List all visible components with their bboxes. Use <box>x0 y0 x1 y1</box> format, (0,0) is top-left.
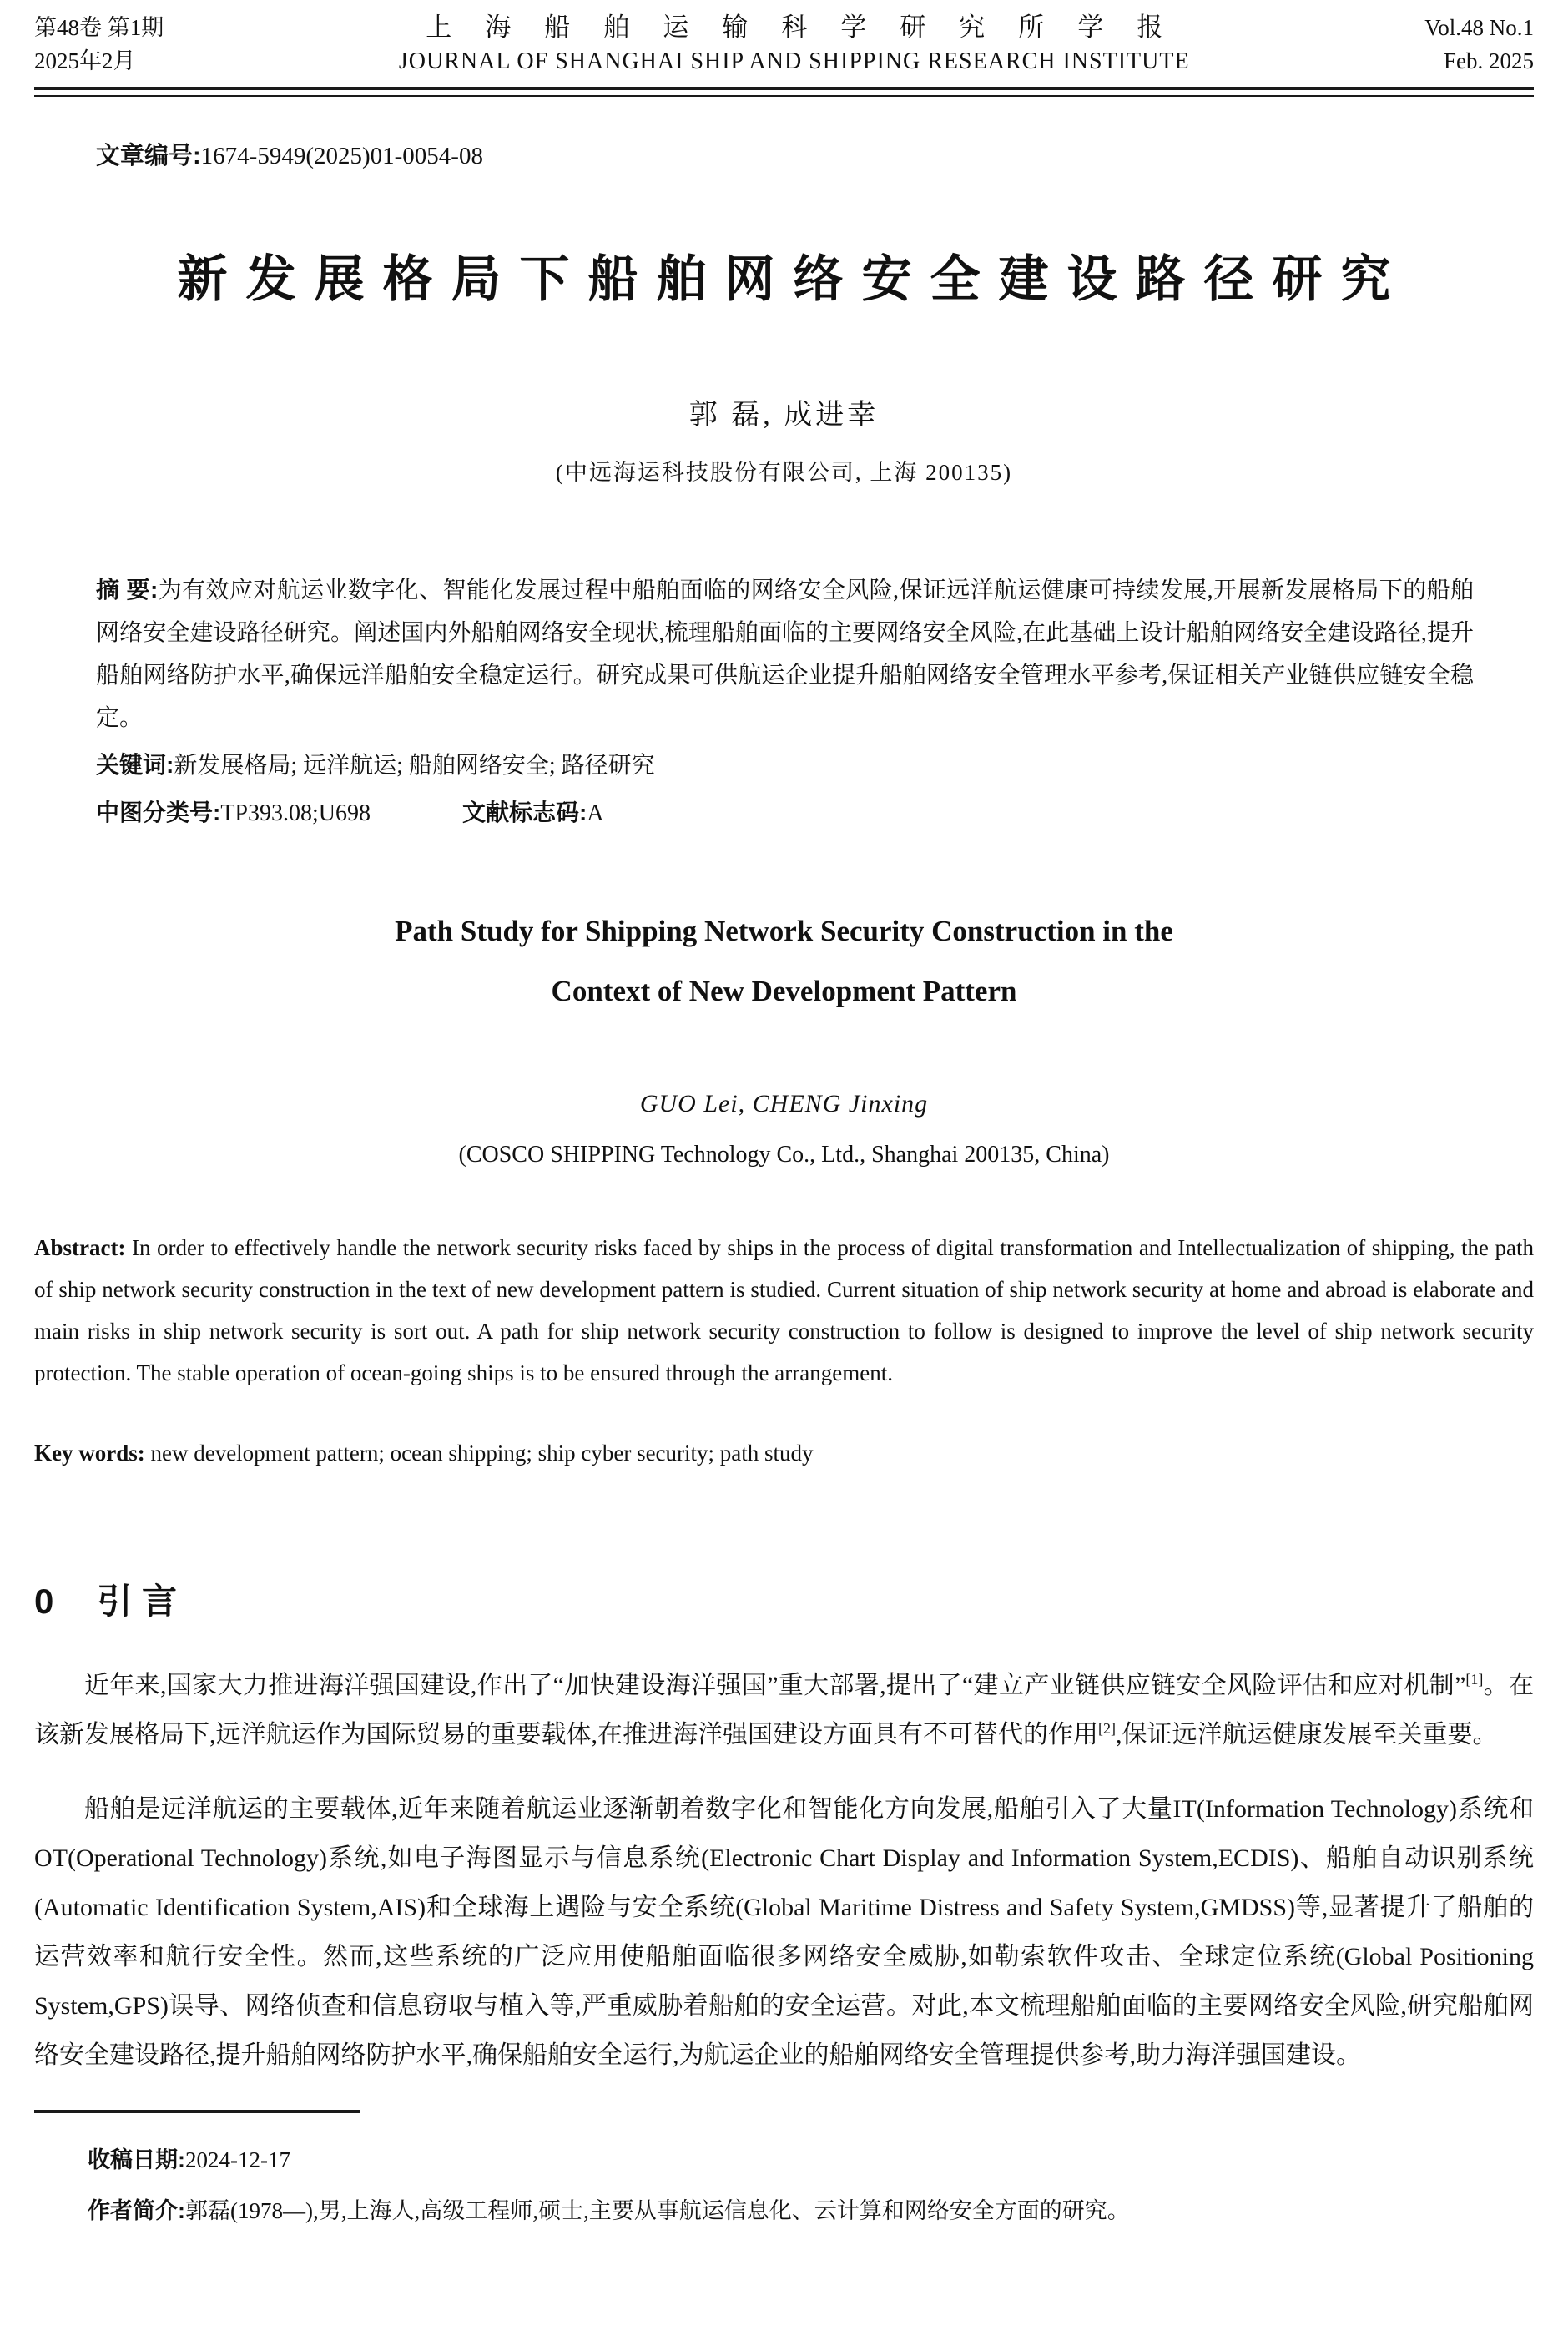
clc-value: TP393.08;U698 <box>220 800 371 826</box>
masthead <box>34 10 1534 78</box>
citation-ref-2: [2] <box>1098 1720 1116 1737</box>
citation-ref-1: [1] <box>1465 1671 1484 1688</box>
paper-title-en <box>34 901 1534 1022</box>
date-zh: 2025年2月 <box>34 48 136 73</box>
section-heading-introduction <box>34 1574 1534 1624</box>
journal-title-en: JOURNAL OF SHANGHAI SHIP AND SHIPPING RESEARCH INSTITUTE <box>398 48 1190 74</box>
volume-issue-zh: 第48卷 第1期 <box>34 15 164 40</box>
footnote-divider <box>34 2110 360 2113</box>
author-bio-line <box>88 2186 1534 2237</box>
intro-paragraph-1 <box>34 1661 1534 1759</box>
author-bio-value: 郭磊(1978—),男,上海人,高级工程师,硕士,主要从事航运信息化、云计算和网络安全方面的研究。 <box>185 2198 1130 2223</box>
clc-label: 中图分类号: <box>96 800 221 825</box>
masthead-journal-title <box>164 10 1424 78</box>
abstract-en-text: In order to effectively handle the network security risks faced by ships in the process of digital transformation and Intellectualization of shipping, the path of ship network security construction in the text of new development pattern is studied. Current situation of ship network security at home and abroad is elaborate and main risks in ship network security is sort out. A path for ship network security construction to follow is designed to improve the level of ship network security protection. The stable operation of ocean-going ships is to be ensured through the arrangement. <box>34 1235 1534 1385</box>
received-date-line <box>88 2135 1534 2186</box>
abstract-zh-text: 为有效应对航运业数字化、智能化发展过程中船舶面临的网络安全风险,保证远洋航运健康可持续发展,开展新发展格局下的船舶网络安全建设路径研究。阐述国内外船舶网络安全现状,梳理船舶面临的主要网络安全风险,在此基础上设计船舶网络安全建设路径,提升船舶网络防护水平,确保远洋船舶安全稳定运行。研究成果可供航运企业提升船舶网络安全管理水平参考,保证相关产业链供应链安全稳定。 <box>96 578 1475 731</box>
paper-title-zh: 新发展格局下船舶网络安全建设路径研究 <box>177 251 1409 307</box>
article-id-label: 文章编号: <box>96 143 201 169</box>
doc-code-value: A <box>587 800 604 826</box>
section-title: 引 言 <box>97 1582 178 1621</box>
clc-line <box>96 792 1474 835</box>
affiliation-zh: (中远海运科技股份有限公司, 上海 200135) <box>555 460 1013 485</box>
masthead-volume-issue-en <box>1424 11 1534 78</box>
keywords-en-line <box>34 1432 1534 1474</box>
date-en: Feb. 2025 <box>1444 48 1534 73</box>
abstract-en-label: Abstract: <box>34 1235 126 1260</box>
intro-p1-seg2: 。在该新发展格局下,远洋航运作为国际贸易的重要载体,在推进海洋强国建设方面具有不可替代的作用 <box>34 1672 1535 1748</box>
doc-code-label: 文献标志码: <box>462 800 587 825</box>
abstract-zh-label: 摘 要: <box>96 577 159 603</box>
keywords-en-text: new development pattern; ocean shipping; ship cyber security; path study <box>144 1440 814 1466</box>
article-id-line <box>96 137 1534 171</box>
section-number: 0 <box>34 1582 54 1621</box>
abstract-zh <box>96 568 1474 739</box>
received-date-label: 收稿日期: <box>88 2147 185 2172</box>
journal-title-zh: 上海船舶运输科学研究所学报 <box>426 13 1197 42</box>
intro-p1-seg1: 近年来,国家大力推进海洋强国建设,作出了“加快建设海洋强国”重大部署,提出了“建立产业链供应链安全风险评估和应对机制” <box>84 1672 1466 1699</box>
masthead-divider <box>34 87 1534 97</box>
abstract-en <box>34 1227 1534 1394</box>
intro-paragraph-2: 船舶是远洋航运的主要载体,近年来随着航运业逐渐朝着数字化和智能化方向发展,船舶引入了大量IT(Information Technology)系统和 OT(Operational Technology)系统,如电子海图显示与信息系统(Electronic Chart Display and Information System,ECDIS)、船舶自动识别系统(Automatic Identification System,AIS)和全球海上遇险与安全系统(Global Maritime Distress and Safety System,GMDSS)等,显著提升了船舶的运营效率和航行安全性。然而,这些系统的广泛应用使船舶面临很多网络安全威胁,如勒索软件攻击、全球定位系统(Global Positioning System,GPS)误导、网络侦查和信息窃取与植入等,严重威胁着船舶的安全运营。对此,本文梳理船舶面临的主要网络安全风险,研究船舶网络安全建设路径,提升船舶网络防护水平,确保船舶安全运行,为航运企业的船舶网络安全管理提供参考,助力海洋强国建设。 <box>34 1795 1534 2069</box>
paper-title-en-line2: Context of New Development Pattern <box>551 975 1017 1007</box>
keywords-zh-line <box>96 744 1474 787</box>
authors-en: GUO Lei, CHENG Jinxing <box>639 1090 929 1118</box>
received-date-value: 2024-12-17 <box>185 2147 290 2172</box>
keywords-en-label: Key words: <box>34 1440 145 1466</box>
author-bio-label: 作者简介: <box>88 2198 185 2223</box>
affiliation-en: (COSCO SHIPPING Technology Co., Ltd., Shanghai 200135, China) <box>458 1142 1110 1168</box>
intro-p1-seg3: ,保证远洋航运健康发展至关重要。 <box>1116 1721 1498 1748</box>
authors-zh: 郭 磊, 成进幸 <box>688 400 880 431</box>
keywords-zh-label: 关键词: <box>96 752 174 778</box>
volume-issue-en: Vol.48 No.1 <box>1424 15 1534 40</box>
masthead-volume-issue <box>34 11 164 78</box>
article-id-value: 1674-5949(2025)01-0054-08 <box>200 143 483 169</box>
footnote <box>88 2135 1534 2237</box>
keywords-zh-text: 新发展格局; 远洋航运; 船舶网络安全; 路径研究 <box>174 753 655 779</box>
paper-title-en-line1: Path Study for Shipping Network Security Construction in the <box>395 915 1173 947</box>
